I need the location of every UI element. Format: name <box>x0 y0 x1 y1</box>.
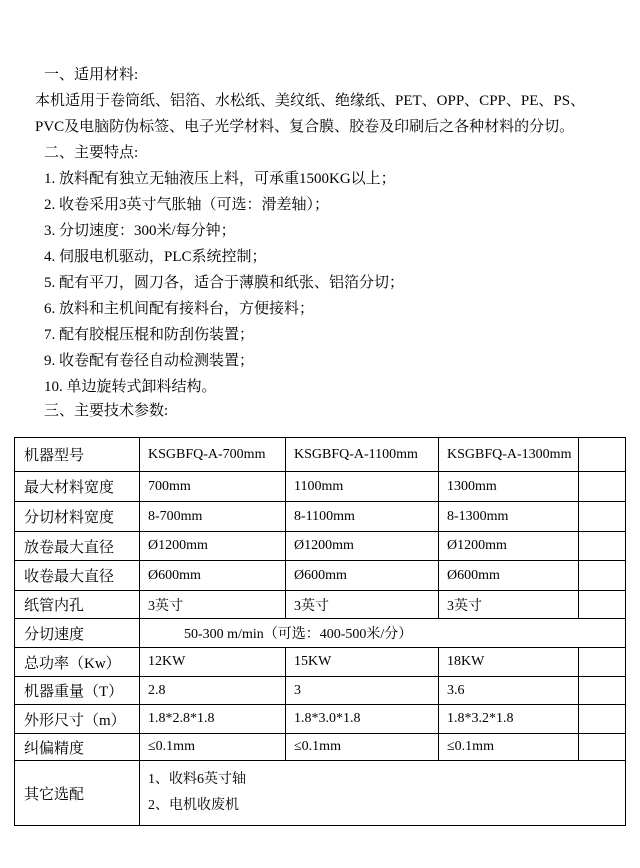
value-cell: 3英寸 <box>140 591 286 619</box>
model-cell: KSGBFQ-A-1100mm <box>286 438 439 472</box>
value-cell: Ø600mm <box>286 561 439 591</box>
feature-item: 7. 配有胶棍压棍和防刮伤装置； <box>44 327 255 343</box>
value-cell: 15KW <box>286 648 439 677</box>
feature-item: 2. 收卷采用3英寸气胀轴（可选：滑差轴）； <box>44 197 330 213</box>
value-cell: Ø1200mm <box>140 532 286 561</box>
section1-paragraph-line: 本机适用于卷筒纸、铝箔、水松纸、美纹纸、绝缘纸、PET、OPP、CPP、PE、PS、 <box>35 93 586 109</box>
document-text-block <box>35 62 615 400</box>
specs-table <box>14 437 626 826</box>
value-cell: 12KW <box>140 648 286 677</box>
value-cell: 1.8*3.2*1.8 <box>439 705 579 734</box>
value-cell: Ø1200mm <box>439 532 579 561</box>
value-cell: Ø600mm <box>439 561 579 591</box>
option-line: 2、电机收废机 <box>148 798 239 813</box>
value-cell: 3 <box>286 677 439 705</box>
value-cell: Ø600mm <box>140 561 286 591</box>
feature-item: 6. 放料和主机间配有接料台，方便接料； <box>44 301 315 317</box>
value-cell: 1100mm <box>286 472 439 502</box>
model-cell: KSGBFQ-A-700mm <box>140 438 286 472</box>
empty-cell <box>579 734 626 761</box>
value-cell: ≤0.1mm <box>439 734 579 761</box>
row-label: 纸管内孔 <box>15 591 140 619</box>
value-cell: 8-1100mm <box>286 502 439 532</box>
row-label: 总功率（Kw） <box>15 648 140 677</box>
value-cell: 18KW <box>439 648 579 677</box>
options-value-cell <box>140 761 626 826</box>
value-cell: ≤0.1mm <box>286 734 439 761</box>
value-cell: 3英寸 <box>286 591 439 619</box>
value-cell: 8-700mm <box>140 502 286 532</box>
section2-heading: 二、主要特点: <box>44 145 139 161</box>
table-row-other-options <box>15 761 626 826</box>
empty-cell <box>579 591 626 619</box>
row-label: 其它选配 <box>15 761 140 826</box>
empty-cell <box>579 561 626 591</box>
table-row-machine-weight <box>15 677 626 705</box>
section1-paragraph-line: PVC及电脑防伪标签、电子光学材料、复合膜、胶卷及印刷后之各种材料的分切。 <box>35 119 575 135</box>
empty-cell <box>579 648 626 677</box>
value-cell: 1300mm <box>439 472 579 502</box>
empty-cell <box>579 532 626 561</box>
table-row-rewind-diameter <box>15 561 626 591</box>
option-line: 1、收料6英寸轴 <box>148 772 246 787</box>
row-label: 纠偏精度 <box>15 734 140 761</box>
value-cell: 3.6 <box>439 677 579 705</box>
model-cell: KSGBFQ-A-1300mm <box>439 438 579 472</box>
value-cell: ≤0.1mm <box>140 734 286 761</box>
section1-heading: 一、适用材料: <box>44 67 139 83</box>
row-label: 放卷最大直径 <box>15 532 140 561</box>
row-label: 分切速度 <box>15 619 140 648</box>
feature-item: 10. 单边旋转式卸料结构。 <box>44 379 217 395</box>
row-label: 分切材料宽度 <box>15 502 140 532</box>
feature-item: 1. 放料配有独立无轴液压上料，可承重1500KG以上； <box>44 171 396 187</box>
row-label-model: 机器型号 <box>15 438 140 472</box>
table-row-core-bore <box>15 591 626 619</box>
feature-item: 3. 分切速度：300米/每分钟； <box>44 223 236 239</box>
table-row-slit-speed <box>15 619 626 648</box>
table-row-model <box>15 438 626 472</box>
value-cell: 1.8*2.8*1.8 <box>140 705 286 734</box>
feature-item: 4. 伺服电机驱动，PLC系统控制； <box>44 249 267 265</box>
table-row-correction-precision <box>15 734 626 761</box>
table-row-dimensions <box>15 705 626 734</box>
table-row-slit-width <box>15 502 626 532</box>
value-cell: 2.8 <box>140 677 286 705</box>
empty-cell <box>579 472 626 502</box>
feature-item: 9. 收卷配有卷径自动检测装置； <box>44 353 255 369</box>
value-cell: 700mm <box>140 472 286 502</box>
value-cell: 8-1300mm <box>439 502 579 532</box>
value-cell: 1.8*3.0*1.8 <box>286 705 439 734</box>
row-label: 外形尺寸（m） <box>15 705 140 734</box>
value-cell: 3英寸 <box>439 591 579 619</box>
row-label: 收卷最大直径 <box>15 561 140 591</box>
table-row-max-width <box>15 472 626 502</box>
empty-cell <box>579 705 626 734</box>
table-row-unwind-diameter <box>15 532 626 561</box>
empty-cell <box>579 438 626 472</box>
row-label: 最大材料宽度 <box>15 472 140 502</box>
section3-heading: 三、主要技术参数: <box>44 403 169 419</box>
speed-value-cell: 50-300 m/min（可选：400-500米/分） <box>140 619 626 648</box>
value-cell: Ø1200mm <box>286 532 439 561</box>
row-label: 机器重量（T） <box>15 677 140 705</box>
table-row-total-power <box>15 648 626 677</box>
empty-cell <box>579 677 626 705</box>
empty-cell <box>579 502 626 532</box>
feature-item: 5. 配有平刀，圆刀各，适合于薄膜和纸张、铝箔分切； <box>44 275 405 291</box>
